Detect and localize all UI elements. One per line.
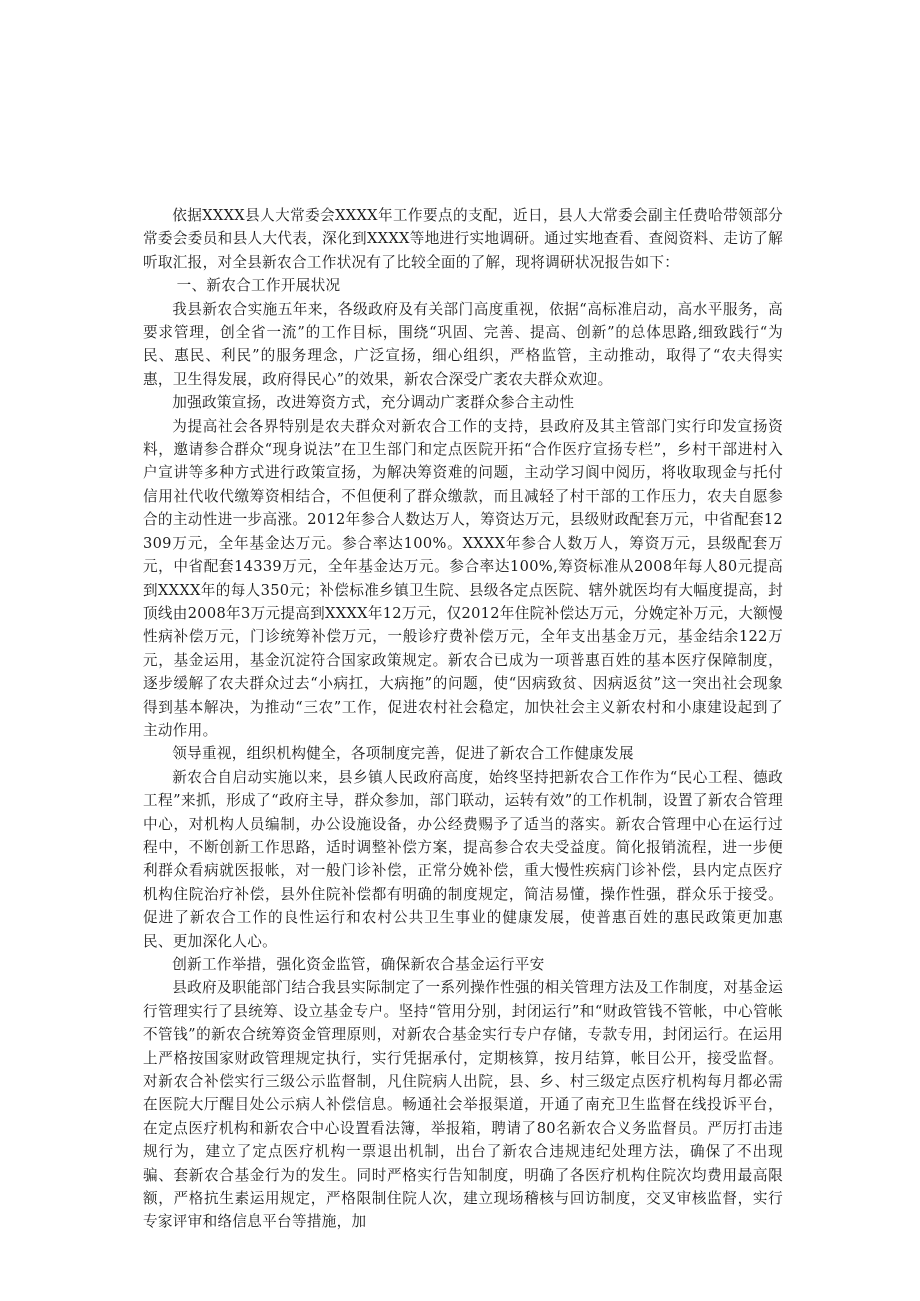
supervision-paragraph: 县政府及职能部门结合我县实际制定了一系列操作性强的相关管理方法及工作制度，对基金运行管理实行了县统筹、设立基金专户。坚持“管用分别，封闭运行”和“财政管钱不管帐，中心管帐不管钱”的新农合统筹资金管理原则，对新农合基金实行专户存储，专款专用，封闭运行。在运用上严格按国家财政管理规定执行，实行凭据承付，定期核算，按月结算，帐目公开，接受监督。对新农合补偿实行三级公示监督制，凡住院病人出院，县、乡、村三级定点医疗机构每月都必需在医院大厅醒目处公示病人补偿信息。畅通社会举报渠道，开通了南充卫生监督在线投诉平台，在定点医疗机构和新农合中心设置看法簿，举报箱，聘请了80名新农合义务监督员。严厉打击违规行为，建立了定点医疗机构一票退出机制，出台了新农合违规违纪处理方法，确保了不出现骗、套新农合基金行为的发生。同时严格实行告知制度，明确了各医疗机构住院次均费用最高限额，严格抗生素运用规定，严格限制住院人次，建立现场稽核与回访制度，交叉审核监督，实行专家评审和络信息平台等措施，加 xyxy=(143,979,783,1231)
subheading-supervision: 创新工作举措，强化资金监管，确保新农合基金运行平安 xyxy=(172,956,545,973)
policy-paragraph: 为提高社会各界特别是农夫群众对新农合工作的支持，县政府及其主管部门实行印发宣扬资料，邀请参合群众“现身说法”在卫生部门和定点医院开拓“合作医疗宣扬专栏”，乡村干部进村入户宣讲等多种方式进行政策宣扬，为解决筹资难的问题，主动学习阆中阅历，将收取现金与托付信用社代收代缴筹资相结合，不但便利了群众缴款，而且减轻了村干部的工作压力，农夫自愿参合的主动性进一步高涨。2012年参合人数达万人，筹资达万元，县级财政配套万元，中省配套12309万元，全年基金达万元。参合率达100%。XXXX年参合人数万人，筹资万元，县级配套万元，中省配套14339万元，全年基金达万元。参合率达100%,筹资标准从2008年每人80元提高到XXXX年的每人350元；补偿标准乡镇卫生院、县级各定点医院、辖外就医均有大幅度提高，封顶线由2008年3万元提高到XXXX年12万元，仅2012年住院补偿达万元，分娩定补万元，大额慢性病补偿万元，门诊统筹补偿万元，一般诊疗费补偿万元，全年支出基金万元，基金结余122万元，基金运用，基金沉淀符合国家政策规定。新农合已成为一项普惠百姓的基本医疗保障制度，逐步缓解了农夫群众过去“小病扛，大病拖”的问题，使“因病致贫、因病返贫”这一突出社会现象得到基本解决，为推动“三农”工作，促进农村社会稳定，加快社会主义新农村和小康建设起到了主动作用。 xyxy=(143,417,783,739)
section-heading-1: 一、新农合工作开展状况 xyxy=(176,277,341,295)
intro-paragraph: 依据XXXX县人大常委会XXXX年工作要点的支配，近日，县人大常委会副主任费哈带领部分常委会委员和县人大代表，深化到XXXX等地进行实地调研。通过实地查看、查阅资料、走访了解听取汇报，对全县新农合工作状况有了比较全面的了解，现将调研状况报告如下： xyxy=(143,207,783,271)
overview-paragraph: 我县新农合实施五年来，各级政府及有关部门高度重视，依据“高标准启动，高水平服务，高要求管理，创全省一流”的工作目标，围绕“巩固、完善、提高、创新”的总体思路,细致践行“为民、惠民、利民”的服务理念，广泛宣扬，细心组织，严格监管，主动推动，取得了“农夫得实惠，卫生得发展，政府得民心”的效果，新农合深受广袤农夫群众欢迎。 xyxy=(143,300,783,388)
subheading-leadership: 领导重视，组织机构健全，各项制度完善，促进了新农合工作健康发展 xyxy=(172,745,634,763)
subheading-policy: 加强政策宣扬，改进筹资方式，充分调动广袤群众参合主动性 xyxy=(172,394,575,412)
document-body xyxy=(143,204,783,1234)
leadership-paragraph: 新农合自启动实施以来，县乡镇人民政府高度，始终坚持把新农合工作作为“民心工程、德政工程”来抓，形成了“政府主导，群众参加，部门联动，运转有效”的工作机制，设置了新农合管理中心，对机构人员编制，办公设施设备，办公经费赐予了适当的落实。新农合管理中心在运行过程中，不断创新工作思路，适时调整补偿方案，提高参合农夫受益度。简化报销流程，进一步便利群众看病就医报帐，对一般门诊补偿，正常分娩补偿，重大慢性疾病门诊补偿，县内定点医疗机构住院治疗补偿，县外住院补偿都有明确的制度规定，简洁易懂，操作性强，群众乐于接受。促进了新农合工作的良性运行和农村公共卫生事业的健康发展，使普惠百姓的惠民政策更加惠民、更加深化人心。 xyxy=(143,768,783,950)
